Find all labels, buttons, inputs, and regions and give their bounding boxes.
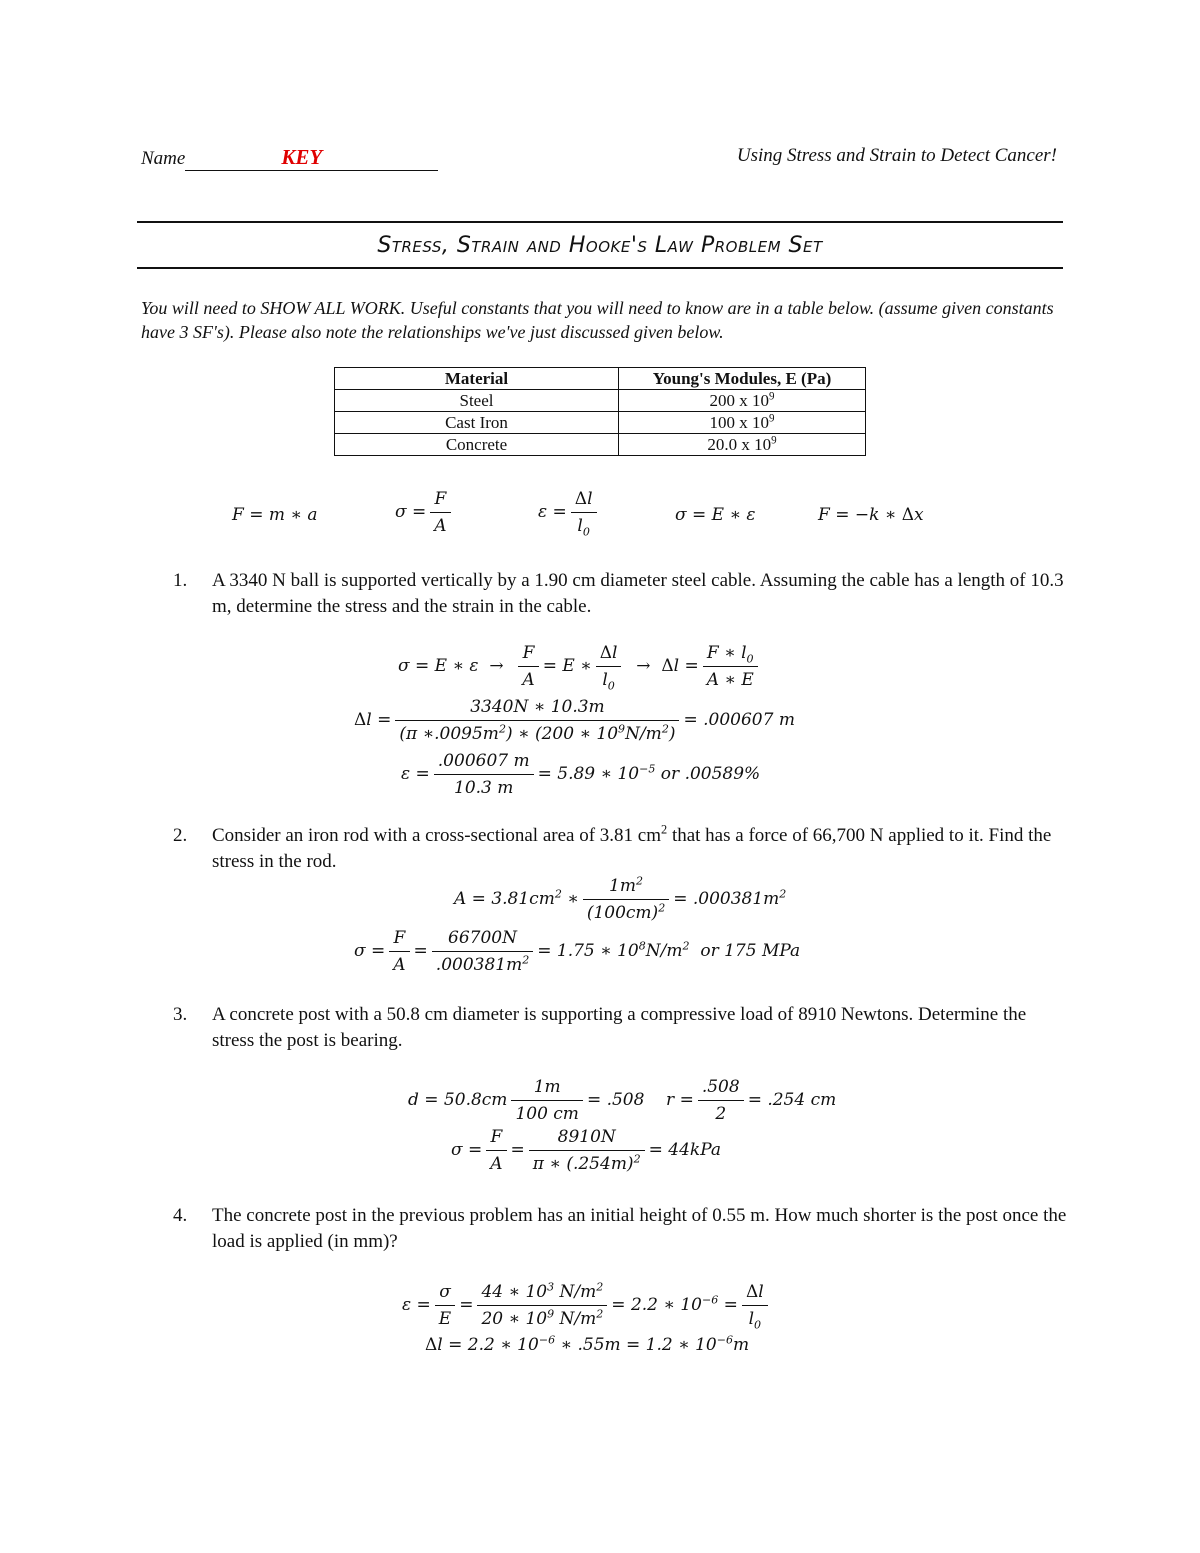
eq-strain: ε = $\frac{\Delta l}{l_0}$ <box>538 486 601 539</box>
problem-2 <box>173 823 1073 875</box>
problem-number: 3. <box>173 1004 188 1025</box>
table-row <box>335 434 866 456</box>
name-field <box>141 145 438 171</box>
table-row <box>335 390 866 412</box>
p3-work-line1: d = 50.8cm $\frac{1m}{100 cm}$ = .508 r = $\frac{.508}{2}$ = .254 cm <box>408 1074 836 1127</box>
problem-3 <box>173 1002 1073 1054</box>
problem-1 <box>173 568 1073 620</box>
key-text: KEY <box>281 145 323 169</box>
material-cell: Concrete <box>335 434 619 456</box>
table-header-row <box>335 368 866 390</box>
name-label: Name <box>141 148 186 169</box>
p1-work-line3: ε = $\frac{.000607 m}{10.3 m}$ = 5.89 ∗ $10^{-5}$ or .00589% <box>401 748 760 801</box>
page-title: Stress, Strain and Hooke's Law Problem Set <box>377 233 823 258</box>
table-header: Young's Modules, E (Pa) <box>619 368 866 390</box>
name-line <box>185 145 438 171</box>
title-rule-bottom <box>137 267 1063 269</box>
problem-number: 2. <box>173 825 188 846</box>
p1-work-line2: Δl = $\frac{3340N ∗ 10.3m}{(\pi ∗.0095m^2) ∗ (200 ∗ 10^9N/m^2)}$ = .000607 m <box>354 694 795 747</box>
modulus-cell: 20.0 x $10^9$ <box>619 434 866 456</box>
table-row <box>335 412 866 434</box>
eq-spring: F = −k ∗ Δx <box>818 505 924 525</box>
problem-text: Consider an iron rod with a cross-sectional area of 3.81 $cm^2$ that has a force of 66,700 N applied to it. Find the stress in the rod. <box>212 822 1052 872</box>
p2-work-line1: $A = 3.81cm^2$ ∗ $\frac{1m^2}{(100cm)^2}$ = $.000381m^2$ <box>454 874 787 923</box>
material-cell: Steel <box>335 390 619 412</box>
title-rule-top <box>137 221 1063 223</box>
youngs-modulus-table <box>334 367 866 456</box>
instructions: You will need to SHOW ALL WORK. Useful constants that you will need to know are in a table below. (assume given constants have 3 SF's). Please also note the relationships we've just discussed given below. <box>141 298 1054 342</box>
eq-hooke: σ = E ∗ ε <box>675 505 756 525</box>
problem-text: A concrete post with a 50.8 cm diameter is supporting a compressive load of 8910 Newtons. Determine the stress the post is bearing. <box>212 1004 1027 1051</box>
p1-work-line1: σ = E ∗ ε → $\frac{F}{A}$ = E ∗ $\frac{\Delta l}{l_0}$ → Δl = $\frac{F ∗ l_0}{A ∗ E}$ <box>398 640 762 693</box>
table-header: Material <box>335 368 619 390</box>
p4-work-line2: Δl = 2.2 ∗ $10^{-6}$ ∗ .55m = 1.2 ∗ $10^{-6}m$ <box>425 1333 750 1355</box>
problem-text: A 3340 N ball is supported vertically by a 1.90 cm diameter steel cable. Assuming the cable has a length of 10.3 m, determine the stress and the strain in the cable. <box>212 570 1064 617</box>
p3-work-line2: σ = $\frac{F}{A}$ = $\frac{8910N}{\pi ∗ (.254m)^2}$ = 44kPa <box>451 1124 721 1177</box>
material-cell: Cast Iron <box>335 412 619 434</box>
eq-newton: F = m ∗ a <box>232 505 318 525</box>
problem-number: 4. <box>173 1205 188 1226</box>
course-title: Using Stress and Strain to Detect Cancer! <box>736 145 1057 166</box>
modulus-cell: 200 x $10^9$ <box>619 390 866 412</box>
problem-number: 1. <box>173 570 188 591</box>
eq-stress: σ = $\frac{F}{A}$ <box>395 486 455 539</box>
p4-work-line1: ε = $\frac{\sigma}{E}$ = $\frac{44 ∗ 10^3 N/m^2}{20 ∗ 10^9 N/m^2}$ = 2.2 ∗ $10^{-6}$ = $\frac{\Delta l}{l_0}$ <box>402 1279 772 1332</box>
modulus-cell: 100 x $10^9$ <box>619 412 866 434</box>
problem-text: The concrete post in the previous problem has an initial height of 0.55 m. How much shorter is the post once the load is applied (in mm)? <box>212 1205 1067 1252</box>
problem-4 <box>173 1203 1073 1255</box>
p2-work-line2: σ = $\frac{F}{A}$ = $\frac{66700N}{.000381m^2}$ = 1.75 ∗ $10^8N/m^2$ or 175 MPa <box>354 925 800 978</box>
